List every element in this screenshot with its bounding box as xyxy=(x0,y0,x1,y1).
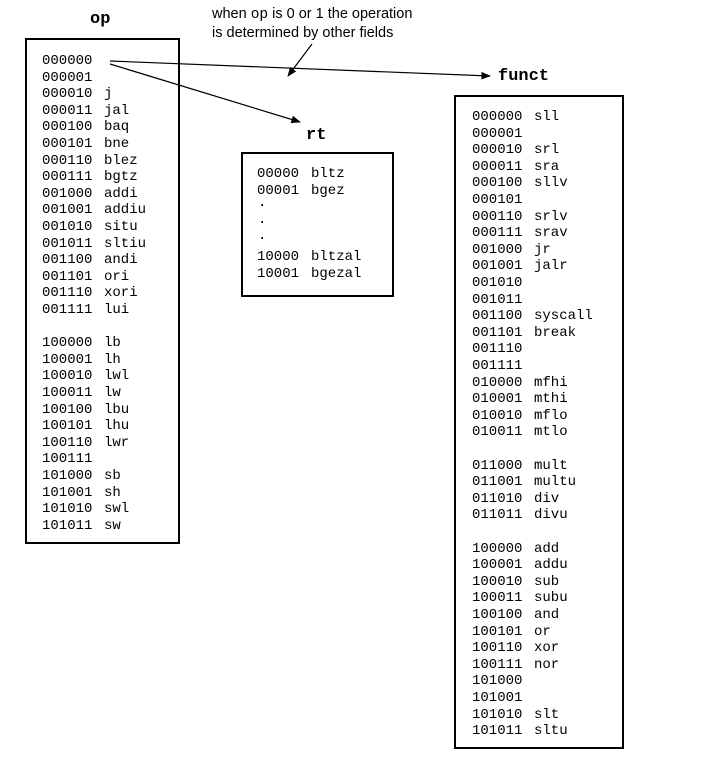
instruction-mnemonic: sllv xyxy=(534,175,568,192)
opcode-bits: 000010 xyxy=(42,86,93,103)
instruction-mnemonic: add xyxy=(534,540,560,557)
opcode-bits: 010011 xyxy=(472,424,523,441)
instruction-mnemonic: subu xyxy=(534,590,568,607)
instruction-mnemonic: bne xyxy=(104,136,130,152)
opcode-bits: 001111 xyxy=(472,358,523,374)
opcode-bits: 000110 xyxy=(42,152,93,169)
instruction-mnemonic: mult xyxy=(534,457,568,474)
funct-title: funct xyxy=(498,67,550,86)
opcode-bits: 001100 xyxy=(472,308,523,325)
opcode-bits: 101001 xyxy=(472,690,523,706)
opcode-bits: 100000 xyxy=(472,540,523,557)
opcode-bits: 100011 xyxy=(42,385,93,401)
opcode-bits: 100110 xyxy=(472,640,523,657)
opcode-bits: 101001 xyxy=(42,484,93,501)
rt-bits: 00001 xyxy=(257,182,300,199)
instruction-mnemonic: sw xyxy=(104,517,121,534)
instruction-mnemonic: bltz xyxy=(311,166,345,182)
opcode-bits: 001101 xyxy=(42,268,93,285)
opcode-bits: 011011 xyxy=(472,507,523,524)
annotation-line-2: is determined by other fields xyxy=(212,25,394,41)
opcode-bits: 000000 xyxy=(472,109,523,125)
opcode-bits: 000101 xyxy=(42,136,93,152)
opcode-bits: 100101 xyxy=(42,418,93,435)
opcode-bits: 000010 xyxy=(472,142,523,159)
instruction-mnemonic: lh xyxy=(104,351,121,368)
instruction-mnemonic: swl xyxy=(104,501,130,518)
instruction-mnemonic: sll xyxy=(534,109,560,125)
opcode-bits: 011001 xyxy=(472,474,523,491)
opcode-bits: 101010 xyxy=(42,501,93,518)
instruction-mnemonic: lb xyxy=(104,335,121,352)
instruction-mnemonic: jr xyxy=(534,241,551,258)
instruction-mnemonic: sh xyxy=(104,484,121,501)
opcode-bits: 000001 xyxy=(42,69,93,86)
instruction-mnemonic: lwr xyxy=(104,434,130,451)
opcode-bits: 100100 xyxy=(472,607,523,623)
instruction-mnemonic: bgez xyxy=(311,182,345,199)
instruction-mnemonic: addu xyxy=(534,557,568,574)
instruction-mnemonic: sltiu xyxy=(104,235,147,252)
opcode-bits: 100011 xyxy=(472,590,523,607)
instruction-mnemonic: lw xyxy=(104,385,121,401)
arrow-to-rt xyxy=(110,64,300,122)
opcode-bits: 000011 xyxy=(472,158,523,175)
instruction-mnemonic: mflo xyxy=(534,407,568,424)
opcode-bits: 101011 xyxy=(42,517,93,534)
opcode-bits: 000111 xyxy=(472,225,523,242)
instruction-mnemonic: mtlo xyxy=(534,424,568,441)
opcode-bits: 001111 xyxy=(42,302,93,318)
opcode-bits: 000101 xyxy=(472,192,523,208)
opcode-bits: 001101 xyxy=(472,324,523,341)
opcode-bits: 100010 xyxy=(42,368,93,385)
opcode-bits: 011010 xyxy=(472,490,523,507)
opcode-bits: 100000 xyxy=(42,335,93,352)
opcode-bits: 101000 xyxy=(472,673,523,690)
instruction-mnemonic: bgtz xyxy=(104,169,138,186)
instruction-mnemonic: andi xyxy=(104,252,138,269)
instruction-mnemonic: lhu xyxy=(104,418,130,435)
ellipsis-dot: . xyxy=(258,195,267,212)
opcode-bits: 000000 xyxy=(42,53,93,69)
annotation-line-1: when op is 0 or 1 the operation xyxy=(212,6,413,23)
instruction-mnemonic: sra xyxy=(534,158,560,175)
opcode-bits: 100001 xyxy=(472,557,523,574)
opcode-bits: 000111 xyxy=(42,169,93,186)
ellipsis-dot: . xyxy=(258,211,267,228)
instruction-mnemonic: ori xyxy=(104,268,130,285)
opcode-bits: 000100 xyxy=(472,175,523,192)
instruction-mnemonic: jal xyxy=(104,102,130,119)
instruction-mnemonic: j xyxy=(104,86,113,103)
opcode-bits: 101010 xyxy=(472,706,523,723)
instruction-mnemonic: slt xyxy=(534,706,560,723)
instruction-mnemonic: baq xyxy=(104,119,130,136)
opcode-bits: 001011 xyxy=(472,291,523,308)
opcode-bits: 011000 xyxy=(472,457,523,474)
instruction-mnemonic: addiu xyxy=(104,202,147,219)
opcode-bits: 101011 xyxy=(472,723,523,740)
opcode-bits: 100101 xyxy=(472,623,523,640)
opcode-bits: 001010 xyxy=(42,219,93,235)
instruction-mnemonic: lbu xyxy=(104,401,130,418)
rt-bits: 10000 xyxy=(257,249,300,265)
instruction-mnemonic: sltu xyxy=(534,723,568,740)
opcode-bits: 001001 xyxy=(42,202,93,219)
opcode-bits: 010001 xyxy=(472,391,523,408)
rt-bits: 10001 xyxy=(257,265,300,282)
opcode-bits: 100001 xyxy=(42,351,93,368)
opcode-bits: 010000 xyxy=(472,374,523,391)
ellipsis-dot: . xyxy=(258,228,267,245)
opcode-bits: 001110 xyxy=(42,285,93,302)
instruction-mnemonic: srlv xyxy=(534,208,568,225)
opcode-bits: 100111 xyxy=(42,451,93,468)
arrow-to-funct xyxy=(110,61,490,76)
opcode-bits: 100110 xyxy=(42,434,93,451)
opcode-bits: 001000 xyxy=(42,185,93,202)
rt-bits: 00000 xyxy=(257,166,300,182)
opcode-bits: 100100 xyxy=(42,401,93,418)
opcode-bits: 000100 xyxy=(42,119,93,136)
opcode-bits: 010010 xyxy=(472,407,523,424)
opcode-bits: 000001 xyxy=(472,125,523,142)
instruction-mnemonic: bgezal xyxy=(311,265,362,282)
instruction-mnemonic: div xyxy=(534,490,560,507)
instruction-mnemonic: multu xyxy=(534,474,577,491)
opcode-bits: 001001 xyxy=(472,258,523,275)
instruction-mnemonic: mthi xyxy=(534,391,568,408)
instruction-mnemonic: sub xyxy=(534,573,560,590)
instruction-mnemonic: lui xyxy=(104,302,130,318)
instruction-mnemonic: or xyxy=(534,623,551,640)
instruction-mnemonic: addi xyxy=(104,185,138,202)
rt-title: rt xyxy=(306,126,327,145)
instruction-mnemonic: and xyxy=(534,607,560,623)
instruction-mnemonic: sb xyxy=(104,468,121,484)
opcode-bits: 001011 xyxy=(42,235,93,252)
opcode-bits: 101000 xyxy=(42,468,93,484)
opcode-bits: 100111 xyxy=(472,656,523,673)
instruction-mnemonic: xor xyxy=(534,640,560,657)
opcode-bits: 001110 xyxy=(472,341,523,358)
instruction-mnemonic: break xyxy=(534,324,577,341)
opcode-bits: 001100 xyxy=(42,252,93,269)
opcode-bits: 000011 xyxy=(42,102,93,119)
instruction-mnemonic: divu xyxy=(534,507,568,524)
instruction-mnemonic: nor xyxy=(534,656,560,673)
instruction-mnemonic: syscall xyxy=(534,308,593,325)
opcode-bits: 001000 xyxy=(472,241,523,258)
instruction-mnemonic: lwl xyxy=(104,368,130,385)
instruction-mnemonic: situ xyxy=(104,219,138,235)
instruction-mnemonic: mfhi xyxy=(534,374,568,391)
opcode-bits: 000110 xyxy=(472,208,523,225)
instruction-mnemonic: blez xyxy=(104,152,138,169)
op-title: op xyxy=(90,10,111,29)
instruction-mnemonic: bltzal xyxy=(311,249,362,265)
instruction-mnemonic: srl xyxy=(534,142,560,159)
opcode-bits: 001010 xyxy=(472,275,523,291)
instruction-mnemonic: srav xyxy=(534,225,568,242)
instruction-mnemonic: xori xyxy=(104,285,138,302)
opcode-bits: 100010 xyxy=(472,573,523,590)
instruction-mnemonic: jalr xyxy=(534,258,568,275)
arrow-note-pointer xyxy=(288,44,312,76)
